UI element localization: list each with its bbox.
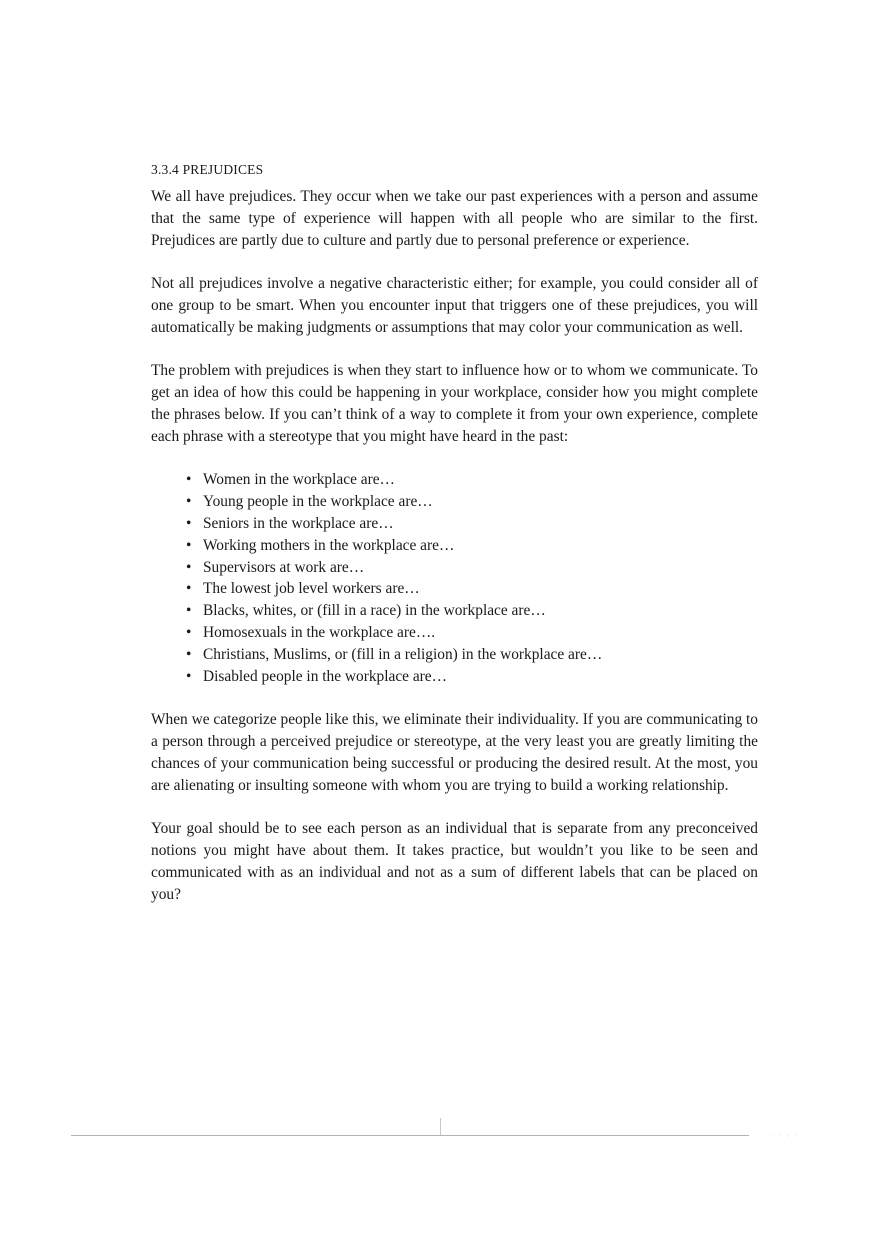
- bullet-icon: •: [186, 602, 192, 620]
- list-item: [183, 644, 758, 666]
- list-item: [183, 491, 758, 513]
- list-item-text: Seniors in the workplace are…: [203, 514, 394, 532]
- list-item: [183, 578, 758, 600]
- footer-divider-tick: [440, 1118, 441, 1135]
- list-item-text: Women in the workplace are…: [203, 471, 395, 489]
- paragraph: We all have prejudices. They occur when we take our past experiences with a person and assume that the same type of experience will happen with all people who are similar to the first. Prejudices are partly due to culture and partly due to personal preference or experience.: [151, 188, 758, 249]
- paragraph: When we categorize people like this, we eliminate their individuality. If you are communicating to a person through a perceived prejudice or stereotype, at the very least you are greatly limiting the chances of your communication being successful or producing the desired result. At the most, you are alienating or insulting someone with whom you are trying to build a working relationship.: [151, 711, 758, 794]
- bullet-icon: •: [186, 645, 192, 663]
- bullet-icon: •: [186, 471, 192, 489]
- stereotype-list: [151, 469, 758, 687]
- bullet-icon: •: [186, 580, 192, 598]
- list-item: [183, 469, 758, 491]
- list-item: [183, 666, 758, 688]
- bullet-icon: •: [186, 558, 192, 576]
- paragraph: Your goal should be to see each person as an individual that is separate from any preconceived notions you might have about them. It takes practice, but wouldn’t you like to be seen and communicated with as an individual and not as a sum of different labels that can be placed on you?: [151, 820, 758, 903]
- paragraph: Not all prejudices involve a negative characteristic either; for example, you could consider all of one group to be smart. When you encounter input that triggers one of these prejudices, you will automatically be making judgments or assumptions that may color your communication as well.: [151, 275, 758, 336]
- bullet-icon: •: [186, 536, 192, 554]
- section-heading: 3.3.4 PREJUDICES: [151, 162, 264, 177]
- list-item-text: The lowest job level workers are…: [203, 580, 420, 598]
- paragraph: The problem with prejudices is when they start to influence how or to whom we communicate. To get an idea of how this could be happening in your workplace, consider how you might complete the phrases below. If you can’t think of a way to complete it from your own experience, complete each phrase with a stereotype that you might have heard in the past:: [151, 362, 758, 445]
- list-item-text: Young people in the workplace are…: [203, 493, 433, 511]
- list-item: [183, 600, 758, 622]
- list-item: [183, 513, 758, 535]
- list-item: [183, 535, 758, 557]
- bullet-icon: •: [186, 623, 192, 641]
- bullet-icon: •: [186, 667, 192, 685]
- list-item-text: Disabled people in the workplace are…: [203, 667, 448, 685]
- footer-rule: [71, 1135, 749, 1136]
- page-content: [151, 160, 758, 927]
- list-item: [183, 622, 758, 644]
- bullet-icon: •: [186, 514, 192, 532]
- bullet-icon: •: [186, 493, 192, 511]
- list-item: [183, 557, 758, 579]
- list-item-text: Christians, Muslims, or (fill in a religion) in the workplace are…: [203, 645, 603, 663]
- page-number-mark: · · · ·: [772, 1131, 798, 1141]
- list-item-text: Blacks, whites, or (fill in a race) in the workplace are…: [203, 602, 546, 620]
- list-item-text: Working mothers in the workplace are…: [203, 536, 455, 554]
- list-item-text: Supervisors at work are…: [203, 558, 365, 576]
- list-item-text: Homosexuals in the workplace are….: [203, 623, 436, 641]
